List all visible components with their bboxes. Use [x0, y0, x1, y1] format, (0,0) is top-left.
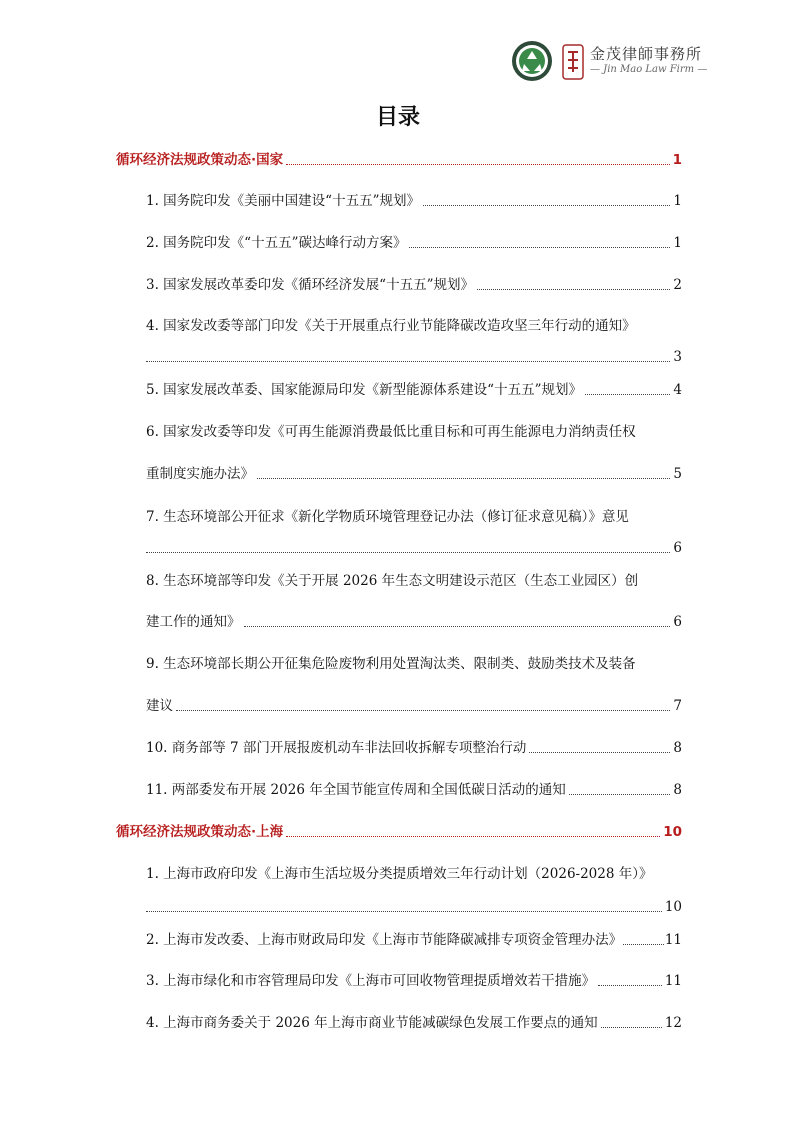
toc-item[interactable]	[146, 347, 682, 367]
page-number: 1	[673, 235, 682, 251]
page-number: 1	[673, 193, 682, 209]
toc-item-text: 11. 两部委发布开展 2026 年全国节能宣传周和全国低碳日活动的通知	[146, 782, 566, 798]
page-number: 10	[664, 899, 682, 915]
dot-leader	[529, 751, 670, 753]
toc-item-line1[interactable]: 4. 国家发改委等部门印发《关于开展重点行业节能降碳改造攻坚三年行动的通知》	[146, 318, 636, 334]
dot-leader	[423, 204, 670, 206]
page-number: 8	[673, 740, 682, 756]
toc-item[interactable]	[146, 1013, 682, 1033]
dot-leader	[286, 835, 660, 837]
dot-leader	[601, 1026, 662, 1028]
toc-item[interactable]	[146, 971, 682, 991]
firm-name-en: — Jin Mao Law Firm —	[590, 64, 708, 75]
section-title: 循环经济法规政策动态·国家	[116, 152, 284, 168]
toc-item-text: 建工作的通知》	[146, 614, 241, 630]
toc-item[interactable]	[146, 780, 682, 800]
page-number: 7	[673, 698, 682, 714]
dot-leader	[146, 360, 670, 362]
page-number: 11	[664, 973, 682, 989]
toc-item-line1[interactable]: 6. 国家发改委等印发《可再生能源消费最低比重目标和可再生能源电力消纳责任权	[146, 424, 636, 440]
toc-item-line1[interactable]: 8. 生态环境部等印发《关于开展 2026 年生态文明建设示范区（生态工业园区）创	[146, 573, 639, 589]
toc-item-text: 5. 国家发展改革委、国家能源局印发《新型能源体系建设“十五五”规划》	[146, 382, 582, 398]
firm-seal-icon	[562, 44, 584, 80]
toc-item-line1[interactable]: 1. 上海市政府印发《上海市生活垃圾分类提质增效三年行动计划（2026-2028 年）》	[146, 866, 653, 882]
toc-section-national[interactable]	[116, 150, 682, 170]
firm-logo	[511, 38, 708, 84]
page-number: 6	[673, 540, 682, 556]
page-number: 11	[664, 932, 682, 948]
dot-leader	[409, 246, 670, 248]
recycle-emblem-icon	[511, 40, 553, 82]
toc-item-text: 3. 上海市绿化和市容管理局印发《上海市可回收物管理提质增效若干措施》	[146, 973, 596, 989]
dot-leader	[146, 910, 662, 912]
toc-item-text: 10. 商务部等 7 部门开展报废机动车非法回收拆解专项整治行动	[146, 740, 527, 756]
toc-item-text: 2. 上海市发改委、上海市财政局印发《上海市节能降碳减排专项资金管理办法》	[146, 932, 623, 948]
dot-leader	[176, 709, 670, 711]
toc-item-line1[interactable]: 7. 生态环境部公开征求《新化学物质环境管理登记办法（修订征求意见稿）》意见	[146, 509, 629, 525]
toc-item-line1[interactable]: 9. 生态环境部长期公开征集危险废物利用处置淘汰类、限制类、鼓励类技术及装备	[146, 656, 636, 672]
dot-leader	[569, 793, 671, 795]
toc-item[interactable]	[146, 380, 682, 400]
page-number: 2	[673, 277, 682, 293]
toc-item[interactable]	[146, 738, 682, 758]
page-number: 3	[673, 349, 682, 365]
dot-leader	[286, 163, 669, 165]
toc-item[interactable]	[146, 538, 682, 558]
page-number: 5	[673, 466, 682, 482]
dot-leader	[146, 551, 670, 553]
toc-item[interactable]	[146, 696, 682, 716]
toc-item[interactable]	[146, 464, 682, 484]
toc-section-shanghai[interactable]	[116, 822, 682, 842]
toc-item-text: 3. 国家发展改革委印发《循环经济发展“十五五”规划》	[146, 277, 474, 293]
section-title: 循环经济法规政策动态·上海	[116, 824, 284, 840]
dot-leader	[257, 477, 670, 479]
dot-leader	[585, 393, 670, 395]
dot-leader	[623, 943, 664, 945]
dot-leader	[244, 625, 671, 627]
toc-item[interactable]	[146, 897, 682, 917]
toc-item[interactable]	[146, 233, 682, 253]
dot-leader	[598, 984, 662, 986]
toc-item-text: 4. 上海市商务委关于 2026 年上海市商业节能减碳绿色发展工作要点的通知	[146, 1015, 598, 1031]
toc-item-text: 1. 国务院印发《美丽中国建设“十五五”规划》	[146, 193, 420, 209]
toc-item[interactable]	[146, 275, 682, 295]
toc-item[interactable]	[146, 191, 682, 211]
page-number: 12	[664, 1015, 682, 1031]
page-number: 8	[673, 782, 682, 798]
toc-item-text: 重制度实施办法》	[146, 466, 254, 482]
toc-title: 目录	[375, 105, 420, 130]
firm-name-cn: 金茂律師事務所	[590, 45, 703, 63]
page-number: 4	[673, 382, 682, 398]
page-number: 6	[673, 614, 682, 630]
toc-item[interactable]	[146, 612, 682, 632]
dot-leader	[477, 288, 670, 290]
toc-item[interactable]	[146, 930, 682, 950]
page-number: 10	[663, 824, 682, 840]
toc-item-text: 2. 国务院印发《“十五五”碳达峰行动方案》	[146, 235, 407, 251]
toc-item-text: 建议	[146, 698, 173, 714]
page-number: 1	[672, 152, 682, 168]
